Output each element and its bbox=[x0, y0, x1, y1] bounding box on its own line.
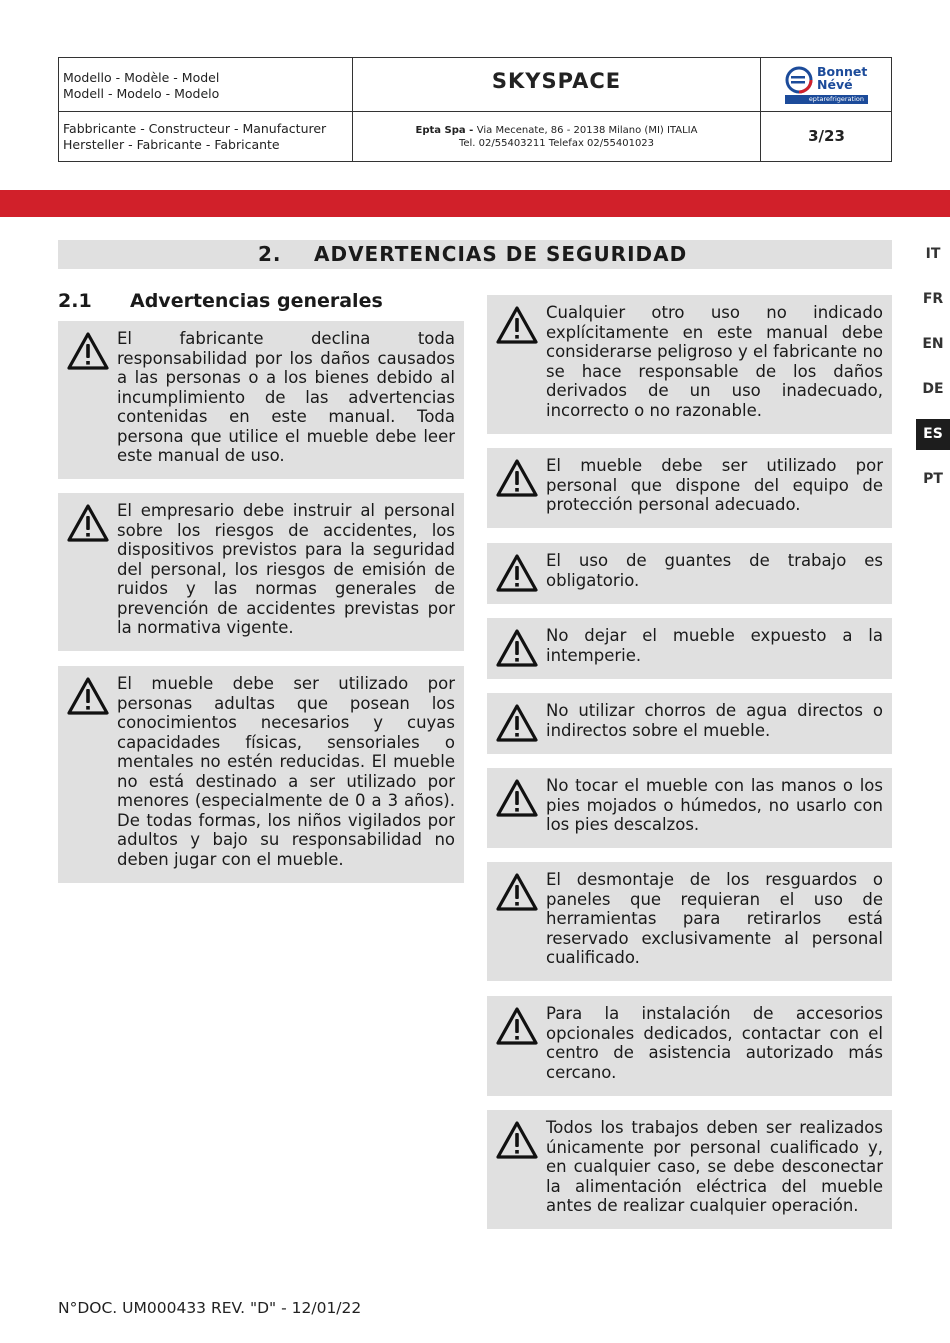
warning-triangle-icon bbox=[495, 305, 539, 345]
lang-tab-pt[interactable]: PT bbox=[923, 471, 943, 487]
warning-text: El mueble debe ser utilizado por personas adultas que posean los conocimientos necesarios y cuyas capacidades físicas, sensoriales o mentales no estén reducidas. El mueble no está destinado a ser utilizado por menores (especialmente de 0 a 3 años). De todas formas, los niños vigilados por adultos y bajo su responsabilidad no deben jugar con el mueble. bbox=[117, 674, 455, 869]
document-footer: N°DOC. UM000433 REV. "D" - 12/01/22 bbox=[58, 1299, 362, 1317]
warning-box bbox=[487, 543, 892, 604]
warning-text: El mueble debe ser utilizado por personal que dispone del equipo de protección personal adecuado. bbox=[546, 456, 883, 514]
brand-logo: Bonnet Névé eptarefrigeration bbox=[761, 58, 892, 111]
warning-triangle-icon bbox=[495, 553, 539, 593]
section-number: 2. bbox=[258, 242, 282, 266]
warning-text: El fabricante declina toda responsabilidad por los daños causados a las personas o a los bienes debido al incumplimiento de las advertencias contenidas en este manual. Toda persona que utilice el mueble debe leer este manual de uso. bbox=[117, 329, 455, 465]
lang-tab-en[interactable]: EN bbox=[922, 336, 944, 352]
warning-box bbox=[487, 1110, 892, 1229]
subsection-number: 2.1 bbox=[58, 290, 92, 312]
warning-triangle-icon bbox=[66, 331, 110, 371]
warning-triangle-icon bbox=[495, 628, 539, 668]
warning-triangle-icon bbox=[495, 872, 539, 912]
warning-text: No tocar el mueble con las manos o los pies mojados o húmedos, no usarlo con los pies descalzos. bbox=[546, 776, 883, 834]
subsection-title: Advertencias generales bbox=[130, 290, 383, 312]
warning-triangle-icon bbox=[495, 778, 539, 818]
manufacturer-label: Fabbricante - Constructeur - Manufacturer Hersteller - Fabricante - Fabricante bbox=[63, 121, 327, 152]
warning-box bbox=[487, 996, 892, 1096]
warning-box bbox=[58, 321, 464, 479]
lang-tab-it[interactable]: IT bbox=[925, 246, 941, 262]
warning-box bbox=[487, 693, 892, 754]
bonnet-neve-logo-icon bbox=[785, 66, 815, 94]
lang-tab-fr[interactable]: FR bbox=[922, 291, 944, 307]
warning-triangle-icon bbox=[495, 703, 539, 743]
manufacturer-address: Epta Spa - Via Mecenate, 86 - 20138 Milano (MI) ITALIA Tel. 02/55403211 Telefax 02/55401023 bbox=[415, 125, 698, 149]
product-title: SKYSPACE bbox=[491, 69, 622, 93]
section-heading bbox=[58, 240, 892, 269]
warning-box bbox=[58, 666, 464, 883]
red-band bbox=[0, 190, 950, 217]
page-number: 3/23 bbox=[808, 127, 845, 145]
warning-box bbox=[58, 493, 464, 651]
warning-triangle-icon bbox=[66, 503, 110, 543]
warning-text: Para la instalación de accesorios opcionales dedicados, contactar con el centro de asistencia autorizado más cercano. bbox=[546, 1004, 883, 1082]
warning-text: No utilizar chorros de agua directos o indirectos sobre el mueble. bbox=[546, 701, 883, 740]
section-title: ADVERTENCIAS DE SEGURIDAD bbox=[314, 242, 688, 266]
warning-triangle-icon bbox=[495, 458, 539, 498]
warning-text: No dejar el mueble expuesto a la intemperie. bbox=[546, 626, 883, 665]
model-label: Modello - Modèle - Model Modell - Modelo - Modelo bbox=[63, 70, 220, 101]
header-table bbox=[58, 57, 892, 162]
warning-text: El desmontaje de los resguardos o paneles que requieran el uso de herramientas para retirarlos está reservado exclusivamente al personal cualificado. bbox=[546, 870, 883, 967]
warning-box bbox=[487, 768, 892, 848]
warning-box bbox=[487, 618, 892, 679]
warning-box bbox=[487, 448, 892, 528]
warning-text: El empresario debe instruir al personal sobre los riesgos de accidentes, los dispositivos previstos para la seguridad del personal, los riesgos de emisión de ruidos y las normas generales de prevención de accidentes previstas por la normativa vigente. bbox=[117, 501, 455, 637]
warning-box bbox=[487, 862, 892, 981]
warning-text: El uso de guantes de trabajo es obligatorio. bbox=[546, 551, 883, 590]
warning-box bbox=[487, 295, 892, 434]
lang-tab-de[interactable]: DE bbox=[922, 381, 944, 397]
warning-triangle-icon bbox=[495, 1120, 539, 1160]
warning-text: Cualquier otro uso no indicado explícitamente en este manual debe considerarse peligroso y el fabricante no se hace responsable de los daños derivados de un uso inadecuado, incorrecto o no razonable. bbox=[546, 303, 883, 420]
lang-tab-es[interactable]: ES bbox=[916, 419, 950, 450]
warning-triangle-icon bbox=[495, 1006, 539, 1046]
warning-triangle-icon bbox=[66, 676, 110, 716]
warning-text: Todos los trabajos deben ser realizados únicamente por personal cualificado y, en cualquier caso, se debe desconectar la alimentación eléctrica del mueble antes de realizar cualquier operación. bbox=[546, 1118, 883, 1215]
